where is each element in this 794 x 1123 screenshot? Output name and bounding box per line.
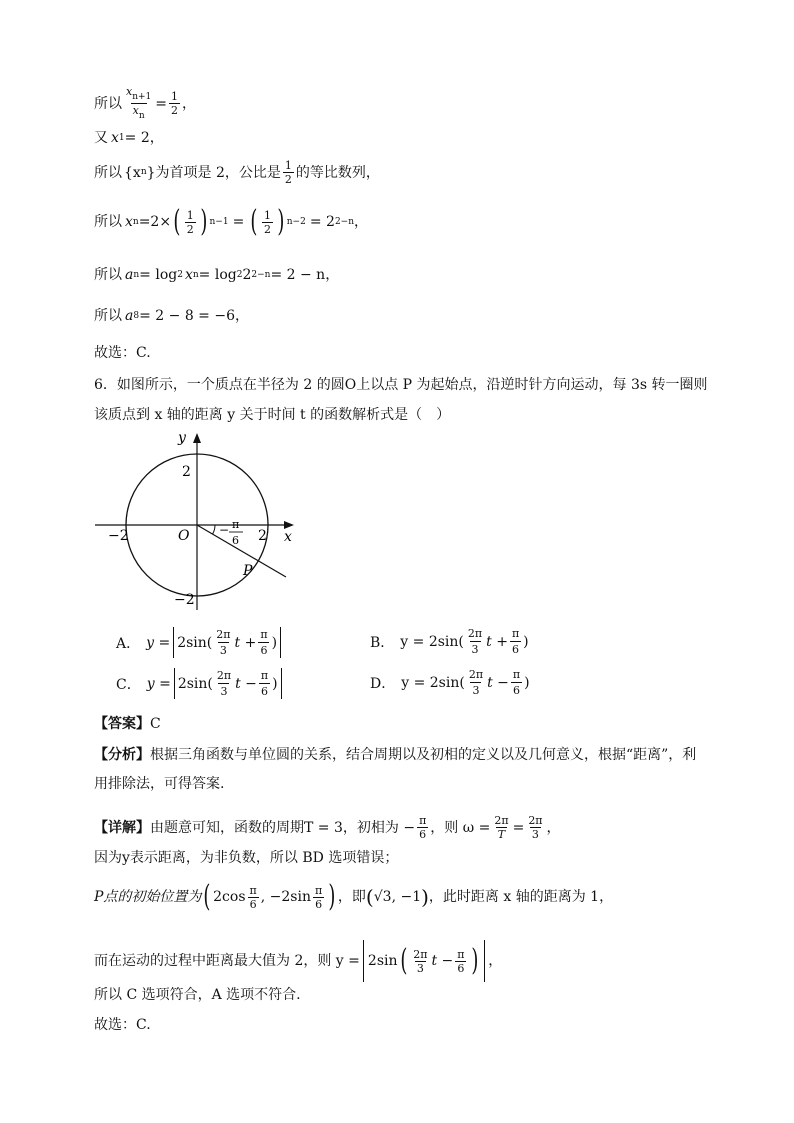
frac-2pi-3: $\frac{2\pi}{3}$ <box>528 814 543 841</box>
abs-value: 2sin( $\frac{2\pi}{3}$ t − $\frac{\pi}{6}$ ) <box>174 668 282 699</box>
detail-line-4: 而在运动的过程中距离最大值为 2，则 y = 2sin ( $\frac{2\pi}{3}$ t − $\frac{\pi}{6}$ ) ， <box>94 940 502 982</box>
detail-tag: 【详解】 <box>94 819 150 836</box>
solution-line-a8: 所以 a 8 = 2 − 8 = −6， <box>94 308 249 324</box>
point-p-label: P <box>243 563 253 579</box>
frac-2pi-3: $\frac{2\pi}{3}$ <box>413 947 428 975</box>
paren-close: ) <box>277 204 285 239</box>
question-line-2: 该质点到 x 轴的距离 y 关于时间 t 的函数解析式是（ ） <box>94 407 451 423</box>
frac-pi-6: $\frac{\pi}{6}$ <box>260 669 269 698</box>
paren-close: ) <box>421 885 429 909</box>
angle-sign: − <box>219 523 230 537</box>
right-tick-label: 2 <box>258 528 267 544</box>
solution-line-initial: 又 x 1 = 2， <box>94 130 164 146</box>
answer-tag: 【答案】 <box>94 716 150 732</box>
option-b[interactable]: B． y = 2sin( $\frac{2\pi}{3}$ t + $\frac{\pi}{6}$ ) <box>370 627 529 656</box>
analysis-line-2: 用排除法，可得答案. <box>94 776 225 792</box>
option-c[interactable]: C． y = 2sin( $\frac{2\pi}{3}$ t − $\frac{\pi}{6}$ ) <box>116 668 285 699</box>
x-label: x <box>284 529 292 545</box>
circle-figure <box>90 428 310 618</box>
solution-line-ratio: 所以 $\frac{x_{n+1}}{x_n}$ = $\frac{1}{2}$ ， <box>94 85 197 121</box>
solution-line-log: 所以 a n = log 2 x n = log 2 2 2−n = 2 − n， <box>94 267 340 283</box>
frac-pi-6: $\frac{\pi}{6}$ <box>260 628 268 657</box>
text-prefix: 所以 <box>94 95 122 112</box>
detail-line-1: 【详解】 由题意可知，函数的周期T = 3，初相为 − $\frac{\pi}{6}$ ，则 ω = $\frac{2\pi}{T}$ = $\frac{2\pi}{3}$ ， <box>94 814 561 841</box>
ray-op <box>197 525 286 577</box>
analysis-tag: 【分析】 <box>94 747 150 763</box>
angle-arc <box>213 525 215 534</box>
frac-2pi-t: $\frac{2\pi}{T}$ <box>494 814 509 841</box>
solution-line-choice: 故选：C. <box>94 345 151 361</box>
frac-pi-6: $\frac{\pi}{6}$ <box>511 627 520 656</box>
half-fraction: $\frac{1}{2}$ <box>171 90 179 117</box>
paren-close: ) <box>470 943 478 978</box>
origin-label: O <box>178 528 190 544</box>
abs-value: 2sin( $\frac{2\pi}{3}$ t + $\frac{\pi}{6}$ ) <box>173 627 281 658</box>
frac-2pi-3: $\frac{2\pi}{3}$ <box>467 627 483 656</box>
frac-2pi-3: $\frac{2\pi}{3}$ <box>216 669 232 698</box>
abs-value: 2sin ( $\frac{2\pi}{3}$ t − $\frac{\pi}{6}$ ) <box>363 940 485 982</box>
analysis-line-1: 【分析】 根据三角函数与单位圆的关系，结合周期以及初相的定义以及几何意义，根据“距离”，利 <box>94 747 697 763</box>
paren-close: ) <box>328 879 336 914</box>
left-tick-label: −2 <box>108 528 129 544</box>
detail-line-5: 所以 C 选项符合，A 选项不符合. <box>94 987 301 1003</box>
option-a[interactable]: A． y = 2sin( $\frac{2\pi}{3}$ t + $\frac{\pi}{6}$ ) <box>116 627 284 658</box>
paren-open: ( <box>399 943 407 978</box>
paren-open: ( <box>203 879 211 914</box>
paren-close: ) <box>200 204 208 239</box>
paren-open: ( <box>250 204 258 239</box>
frac-pi-6: $\frac{\pi}{6}$ <box>249 883 257 911</box>
base-fraction: $\frac{1}{2}$ <box>264 208 272 236</box>
option-d[interactable]: D． y = 2sin( $\frac{2\pi}{3}$ t − $\frac{\pi}{6}$ ) <box>370 668 530 697</box>
frac-2pi-3: $\frac{2\pi}{3}$ <box>216 628 231 657</box>
frac-pi-6: $\frac{\pi}{6}$ <box>314 883 323 911</box>
solution-line-general-term: 所以 x n =2× ( $\frac{1}{2}$ ) n−1 = ( $\frac{1}{2}$ ) n−2 = 2 2−n ， <box>94 204 369 239</box>
angle-den: 6 <box>232 534 239 547</box>
ratio-fraction: $\frac{x_{n+1}}{x_n}$ <box>126 85 152 121</box>
answer-line <box>94 717 161 731</box>
frac-2pi-3: $\frac{2\pi}{3}$ <box>468 668 484 697</box>
y-axis-arrow <box>193 433 201 443</box>
base-fraction: $\frac{1}{2}$ <box>186 208 194 236</box>
answer-value: C <box>150 716 161 732</box>
detail-line-2: 因为y表示距离，为非负数，所以 BD 选项错误； <box>94 850 399 866</box>
detail-line-3: P点的初始位置为 ( 2cos $\frac{\pi}{6}$ , −2sin $\frac{\pi}{6}$ ) ，即 ( √3, −1 ) ，此时距离 x 轴的距离为 1， <box>94 879 614 914</box>
question-line-1: 6．如图所示，一个质点在半径为 2 的圆O上以点 P 为起始点，沿逆时针方向运动，每 3s 转一圈则 <box>94 377 708 393</box>
paren-open: ( <box>173 204 181 239</box>
top-tick-label: 2 <box>182 464 191 480</box>
detail-line-6: 故选：C. <box>94 1017 151 1033</box>
frac-pi-6: $\frac{\pi}{6}$ <box>457 947 465 975</box>
ratio-half-fraction: $\frac{1}{2}$ <box>284 159 292 186</box>
x-axis-arrow <box>284 521 294 529</box>
frac-pi-6: $\frac{\pi}{6}$ <box>419 814 427 841</box>
angle-num: π <box>232 518 240 531</box>
solution-line-sequence: 所以 {x n } 为首项是 2，公比是 $\frac{1}{2}$ 的等比数列， <box>94 159 380 186</box>
paren-open: ( <box>365 885 374 909</box>
bottom-tick-label: −2 <box>174 592 195 608</box>
frac-pi-6: $\frac{\pi}{6}$ <box>512 668 521 697</box>
y-label: y <box>178 430 186 446</box>
